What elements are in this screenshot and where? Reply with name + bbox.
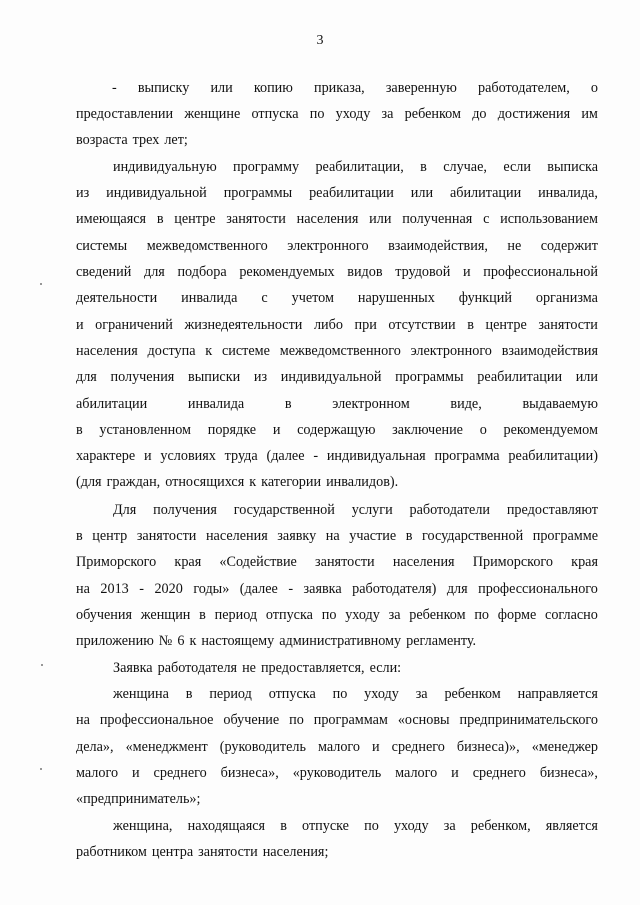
word: копию (253, 80, 293, 96)
word: бизнеса», (220, 765, 279, 781)
word: занятости (315, 554, 375, 570)
word: в (420, 159, 427, 175)
word: настоящему (201, 633, 275, 649)
word: лет; (164, 132, 188, 148)
word: по (364, 818, 379, 834)
word: - (112, 80, 117, 96)
word: женщине (184, 106, 241, 122)
word: относящихся (165, 474, 245, 490)
word: не (507, 238, 522, 254)
word: услуги (351, 502, 393, 518)
word: в (284, 396, 292, 412)
word: заявку (277, 528, 317, 544)
word: инвалида, (538, 185, 598, 201)
word: - (313, 448, 319, 464)
word: выписка (547, 159, 598, 175)
word: к (205, 343, 213, 359)
word: центре (174, 211, 216, 227)
word: межведомственного (146, 238, 268, 254)
word: бизнеса)», (456, 739, 520, 755)
word: в (76, 528, 83, 544)
word: выписки (188, 369, 241, 385)
word: населения (296, 211, 359, 227)
word: «основы (397, 712, 450, 728)
text-line (113, 684, 598, 704)
word: за (415, 686, 428, 702)
word: ограничений (95, 317, 173, 333)
word: электронного (410, 343, 492, 359)
word: и (462, 264, 471, 280)
text-line (76, 526, 598, 546)
word: в (76, 422, 83, 438)
word: случае, (443, 159, 487, 175)
word: 2013 (100, 581, 129, 597)
word: ребенком, (470, 818, 531, 834)
word: центре (485, 317, 527, 333)
word: видов (347, 264, 383, 280)
word: получения (153, 502, 217, 518)
word: и (144, 448, 152, 464)
word: малого (317, 739, 360, 755)
word: работником (76, 844, 147, 860)
text-line (76, 130, 188, 150)
word: виде, (450, 396, 482, 412)
text-line (76, 631, 476, 651)
word: труда (224, 448, 258, 464)
word: программы (395, 369, 464, 385)
word: отсутствии (388, 317, 456, 333)
word: либо (313, 317, 343, 333)
word: № (158, 633, 173, 649)
word: отпуске (302, 818, 349, 834)
word: отпуска (265, 607, 313, 623)
word: ребенком (409, 607, 466, 623)
word: содержит (540, 238, 598, 254)
word: учетом (291, 290, 334, 306)
word: на (325, 528, 340, 544)
word: «предприниматель»; (76, 791, 201, 807)
word: трех (132, 132, 160, 148)
word: до (472, 106, 487, 122)
word: на (76, 712, 90, 728)
page-number: 3 (316, 33, 324, 48)
word: Для (113, 502, 137, 518)
word: нарушенных (357, 290, 435, 306)
word: находящаяся (187, 818, 266, 834)
word: функций (458, 290, 512, 306)
word: участие (349, 528, 397, 544)
word: дела», (76, 739, 114, 755)
word: или (410, 185, 434, 201)
text-line (112, 78, 598, 98)
text-line (76, 367, 598, 387)
word: (далее (239, 581, 278, 597)
word: по (474, 607, 490, 623)
word: направляется (517, 686, 598, 702)
word: работодателя) (352, 581, 437, 597)
word: и (272, 422, 281, 438)
word: занятости (538, 317, 598, 333)
word: предоставлении (76, 106, 174, 122)
word: по (289, 712, 304, 728)
word: является (545, 818, 598, 834)
word: регламенту. (406, 633, 477, 649)
word: деятельности (76, 290, 158, 306)
word: (руководитель (219, 739, 306, 755)
word: период (209, 686, 252, 702)
word: установленном (99, 422, 192, 438)
word: согласно (545, 607, 598, 623)
word: рекомендуемых (239, 264, 335, 280)
word: к (189, 633, 197, 649)
text-line (76, 446, 598, 466)
word: к (249, 474, 257, 490)
word: период (214, 607, 258, 623)
word: возраста (76, 132, 128, 148)
word: граждан, (106, 474, 161, 490)
text-line (76, 394, 598, 414)
word: программа (434, 448, 500, 464)
margin-mark (40, 768, 42, 770)
word: приказа, (314, 80, 365, 96)
word: работодателя (157, 660, 238, 676)
word: индивидуальной (280, 369, 382, 385)
word: инвалида (181, 290, 238, 306)
word: отпуска (268, 686, 316, 702)
word: если (503, 159, 531, 175)
word: Заявка (113, 660, 153, 676)
word: категории (261, 474, 322, 490)
text-line (76, 605, 598, 625)
word: из (253, 369, 268, 385)
word: административному (279, 633, 402, 649)
word: среднего (472, 765, 526, 781)
word: по (332, 686, 348, 702)
word: уходу (345, 607, 380, 623)
word: ребенком (444, 686, 501, 702)
word: приложению (76, 633, 154, 649)
word: малого (395, 765, 438, 781)
word: на (76, 581, 90, 597)
word: 6 (177, 633, 185, 649)
word: электронного (287, 238, 369, 254)
text-line (76, 262, 598, 282)
word: в (185, 686, 193, 702)
word: для (143, 264, 165, 280)
word: о (590, 80, 598, 96)
word: работодателем, (478, 80, 570, 96)
word: системе (221, 343, 270, 359)
word: центра (151, 844, 194, 860)
margin-mark (40, 283, 42, 285)
word: годы» (193, 581, 230, 597)
word: - (139, 581, 144, 597)
word: трудовой (395, 264, 451, 280)
word: абилитации (449, 185, 522, 201)
word: с (483, 211, 490, 227)
word: выдаваемую (522, 396, 598, 412)
word: им (581, 106, 598, 122)
word: занятости (226, 211, 286, 227)
word: или (575, 369, 598, 385)
text-line (76, 341, 598, 361)
word: системы (76, 238, 128, 254)
word: доступа (147, 343, 196, 359)
text-line (76, 763, 598, 783)
word: в (156, 211, 164, 227)
text-line (76, 552, 598, 572)
word: обучение (223, 712, 280, 728)
text-line (76, 315, 598, 335)
word: за (443, 818, 456, 834)
word: уходу (364, 686, 399, 702)
word: порядке (207, 422, 257, 438)
word: жизнедеятельности (184, 317, 303, 333)
word: населения; (262, 844, 329, 860)
word: индивидуальную (113, 159, 217, 175)
word: в (280, 818, 287, 834)
word: населения (205, 528, 268, 544)
margin-mark (41, 664, 43, 666)
word: по (321, 607, 337, 623)
word: реабилитации (309, 185, 394, 201)
word: программе (532, 528, 598, 544)
word: женщин (140, 607, 191, 623)
word: условиях (160, 448, 216, 464)
text-line (76, 236, 598, 256)
word: (для (76, 474, 102, 490)
word: в (467, 317, 474, 333)
word: и (451, 765, 459, 781)
word: работодатели (409, 502, 491, 518)
word: женщина, (113, 818, 173, 834)
word: предпринимательского (459, 712, 598, 728)
text-line (76, 710, 598, 730)
text-line (113, 816, 598, 836)
word: взаимодействия, (388, 238, 488, 254)
word: бизнеса», (539, 765, 598, 781)
word: для (76, 369, 97, 385)
word: полученная (402, 211, 473, 227)
word: подбора (177, 264, 227, 280)
word: в (405, 528, 413, 544)
word: получения (110, 369, 175, 385)
word: в (199, 607, 206, 623)
word: и (132, 765, 140, 781)
word: предоставляют (506, 502, 598, 518)
word: «менеджер (531, 739, 598, 755)
word: с (261, 290, 268, 306)
word: и (372, 739, 380, 755)
word: организма (535, 290, 598, 306)
word: по (309, 106, 325, 122)
word: или (369, 211, 392, 227)
word: за (388, 607, 401, 623)
word: среднего (391, 739, 445, 755)
text-line (76, 288, 598, 308)
word: межведомственного (279, 343, 401, 359)
text-line (76, 209, 598, 229)
text-line (76, 579, 598, 599)
word: Приморского (76, 554, 157, 570)
word: профессиональное (99, 712, 214, 728)
text-line (76, 789, 200, 809)
word: - (288, 581, 294, 597)
word: заявка (303, 581, 342, 597)
word: реабилитации) (508, 448, 598, 464)
word: программам (313, 712, 388, 728)
word: женщина (113, 686, 169, 702)
word: индивидуальная (326, 448, 426, 464)
word: за (381, 106, 394, 122)
word: электронном (332, 396, 410, 412)
word: взаимодействия (501, 343, 598, 359)
text-line (113, 157, 598, 177)
word: если: (369, 660, 402, 676)
word: форме (497, 607, 537, 623)
word: края (571, 554, 598, 570)
word: «менеджмент (125, 739, 208, 755)
word: (далее (266, 448, 305, 464)
word: предоставляется, (260, 660, 365, 676)
word: ребенком (404, 106, 461, 122)
word: 2020 (154, 581, 183, 597)
word: программу (233, 159, 300, 175)
word: достижения (497, 106, 571, 122)
word: не (242, 660, 256, 676)
word: населения (392, 554, 455, 570)
word: реабилитации, (315, 159, 404, 175)
word: «руководитель (292, 765, 382, 781)
word: заверенную (385, 80, 457, 96)
text-line (113, 658, 401, 678)
text-line (76, 183, 598, 203)
word: рекомендуемом (503, 422, 598, 438)
word: при (354, 317, 377, 333)
word: сведений (76, 264, 132, 280)
word: государственной (233, 502, 335, 518)
word: из (76, 185, 90, 201)
text-line (113, 500, 598, 520)
word: центр (92, 528, 128, 544)
word: имеющаяся (76, 211, 147, 227)
word: обучения (76, 607, 133, 623)
word: профессионального (478, 581, 598, 597)
text-line (76, 842, 328, 862)
word: характере (76, 448, 136, 464)
text-line (76, 420, 598, 440)
word: индивидуальной (106, 185, 207, 201)
word: уходу (393, 818, 429, 834)
word: инвалида (187, 396, 245, 412)
word: малого (76, 765, 119, 781)
word: государственной (422, 528, 524, 544)
word: инвалидов). (326, 474, 399, 490)
word: или (210, 80, 233, 96)
word: «Содействие (219, 554, 297, 570)
text-line (76, 737, 598, 757)
word: для (446, 581, 468, 597)
word: занятости (198, 844, 258, 860)
word: населения (76, 343, 138, 359)
word: программы (223, 185, 293, 201)
word: заключение (392, 422, 463, 438)
word: среднего (153, 765, 207, 781)
word: отпуска (251, 106, 299, 122)
word: края (174, 554, 202, 570)
text-line (76, 104, 598, 124)
word: использованием (500, 211, 598, 227)
word: Приморского (472, 554, 553, 570)
text-line (76, 472, 398, 492)
word: реабилитации (477, 369, 563, 385)
word: выписку (137, 80, 190, 96)
word: профессиональной (483, 264, 598, 280)
word: абилитации (76, 396, 148, 412)
word: содержащую (297, 422, 376, 438)
word: о (479, 422, 487, 438)
word: занятости (136, 528, 197, 544)
word: уходу (335, 106, 371, 122)
word: и (76, 317, 84, 333)
